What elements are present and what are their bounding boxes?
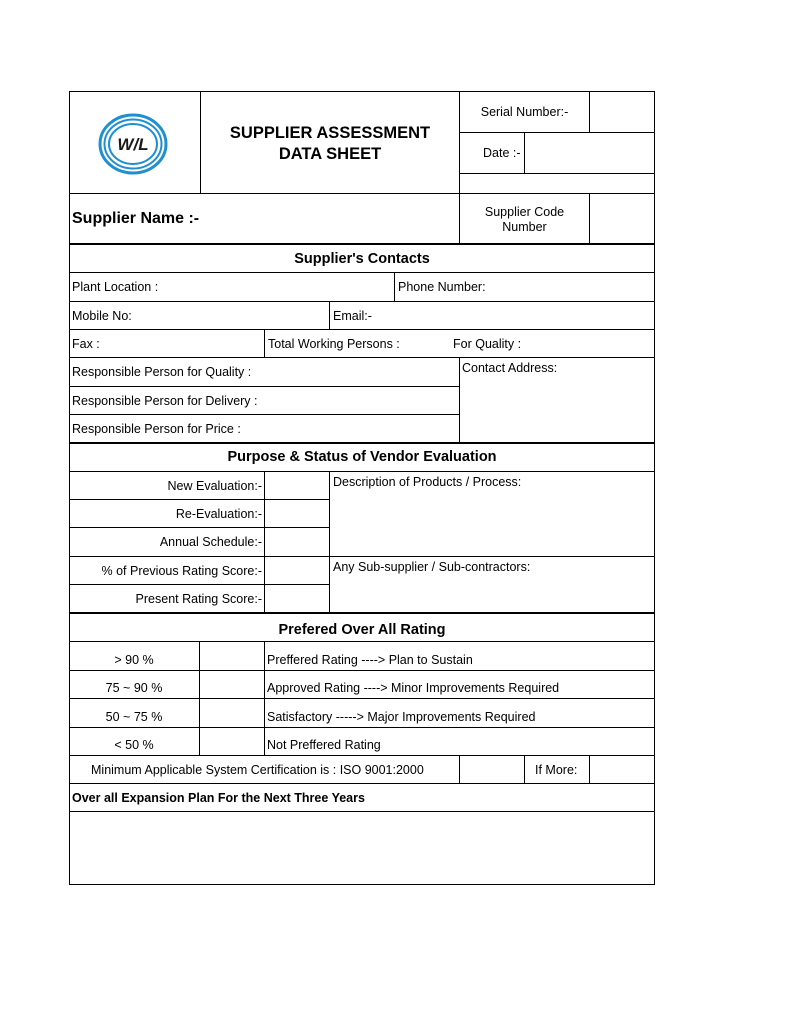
rating-range: 75 ~ 90 % [105,681,163,695]
divider [69,612,655,614]
present-rating-label: Present Rating Score:- [135,592,262,606]
divider [69,272,655,273]
re-evaluation-label: Re-Evaluation:- [175,507,262,521]
frame-left [69,91,70,885]
supplier-code-label-2: Number [502,220,547,234]
divider [524,755,525,783]
email-label: Email:- [333,309,372,323]
divider [264,329,265,357]
responsible-price-label: Responsible Person for Price : [72,422,241,436]
contacts-section-title: Supplier's Contacts [294,251,430,267]
responsible-delivery-label: Responsible Person for Delivery : [72,394,258,408]
contact-address-field[interactable] [461,378,653,442]
divider [329,301,330,329]
date-label: Date :- [483,146,521,160]
divider [200,91,201,193]
divider [69,755,655,756]
frame-bottom [69,884,655,885]
divider [459,755,460,783]
frame-right [654,91,655,885]
certification-label: Minimum Applicable System Certification is : ISO 9001:2000 [91,763,424,777]
divider [69,727,655,728]
divider [69,527,330,528]
divider [69,386,460,387]
divider [69,670,655,671]
divider [264,471,265,613]
divider [69,584,330,585]
divider [459,173,655,174]
rating-range: 50 ~ 75 % [105,710,163,724]
if-more-label: If More: [535,763,578,777]
divider [69,471,655,472]
rating-description: Preffered Rating ----> Plan to Sustain [267,653,473,667]
rating-description: Not Preffered Rating [267,738,381,752]
rating-checkbox[interactable] [201,729,263,754]
company-logo [97,113,169,175]
form-title-line2: DATA SHEET [278,145,382,163]
divider [69,193,655,194]
supplier-name-label: Supplier Name :- [72,210,200,227]
fax-label: Fax : [72,337,100,351]
present-rating-field[interactable] [266,586,328,612]
sub-supplier-field[interactable] [331,577,653,612]
divider [69,357,655,358]
re-evaluation-checkbox[interactable] [266,501,328,527]
contact-address-label: Contact Address: [462,361,558,375]
rating-description: Satisfactory -----> Major Improvements Required [267,710,536,724]
mobile-no-label: Mobile No: [72,309,132,323]
plant-location-label: Plant Location : [72,280,159,294]
date-field[interactable] [525,133,654,173]
rating-checkbox[interactable] [201,643,263,669]
responsible-quality-label: Responsible Person for Quality : [72,365,252,379]
rating-checkbox[interactable] [201,672,263,698]
divider [69,641,655,642]
if-more-field[interactable] [591,757,653,782]
divider [69,783,655,784]
supplier-code-label: Supplier Code [484,205,565,219]
serial-number-field[interactable] [590,92,654,132]
divider [69,301,655,302]
divider [589,755,590,783]
supplier-code-field[interactable] [590,195,654,243]
for-quality-label: For Quality : [453,337,522,351]
divider [69,442,655,444]
frame-top [69,91,655,92]
divider [69,414,460,415]
phone-number-label: Phone Number: [398,280,486,294]
sub-supplier-label: Any Sub-supplier / Sub-contractors: [333,560,531,574]
supplier-name-field[interactable] [210,196,455,242]
expansion-plan-field[interactable] [71,813,653,883]
annual-schedule-checkbox[interactable] [266,529,328,555]
divider [69,243,655,245]
rating-range: < 50 % [114,738,154,752]
description-label: Description of Products / Process: [333,475,522,489]
divider [459,357,460,443]
rating-checkbox[interactable] [201,700,263,726]
divider [394,272,395,301]
new-evaluation-label: New Evaluation:- [167,479,262,493]
expansion-plan-title: Over all Expansion Plan For the Next Three Years [72,791,365,805]
divider [69,556,655,557]
previous-rating-label: % of Previous Rating Score:- [101,564,262,578]
rating-description: Approved Rating ----> Minor Improvements Required [267,681,560,695]
previous-rating-field[interactable] [266,558,328,584]
divider [329,471,330,613]
evaluation-section-title: Purpose & Status of Vendor Evaluation [227,449,497,465]
description-field[interactable] [331,492,653,554]
divider [69,499,330,500]
divider [69,811,655,812]
divider [69,698,655,699]
svg-text:W/L: W/L [117,135,149,154]
new-evaluation-checkbox[interactable] [266,473,328,499]
annual-schedule-label: Annual Schedule:- [159,535,262,549]
rating-range: > 90 % [114,653,154,667]
certification-field[interactable] [461,757,523,782]
form-title-line1: SUPPLIER ASSESSMENT [229,124,431,142]
rating-section-title: Prefered Over All Rating [278,622,446,638]
total-working-persons-label: Total Working Persons : [268,337,400,351]
divider [69,329,655,330]
serial-number-label: Serial Number:- [480,105,569,119]
